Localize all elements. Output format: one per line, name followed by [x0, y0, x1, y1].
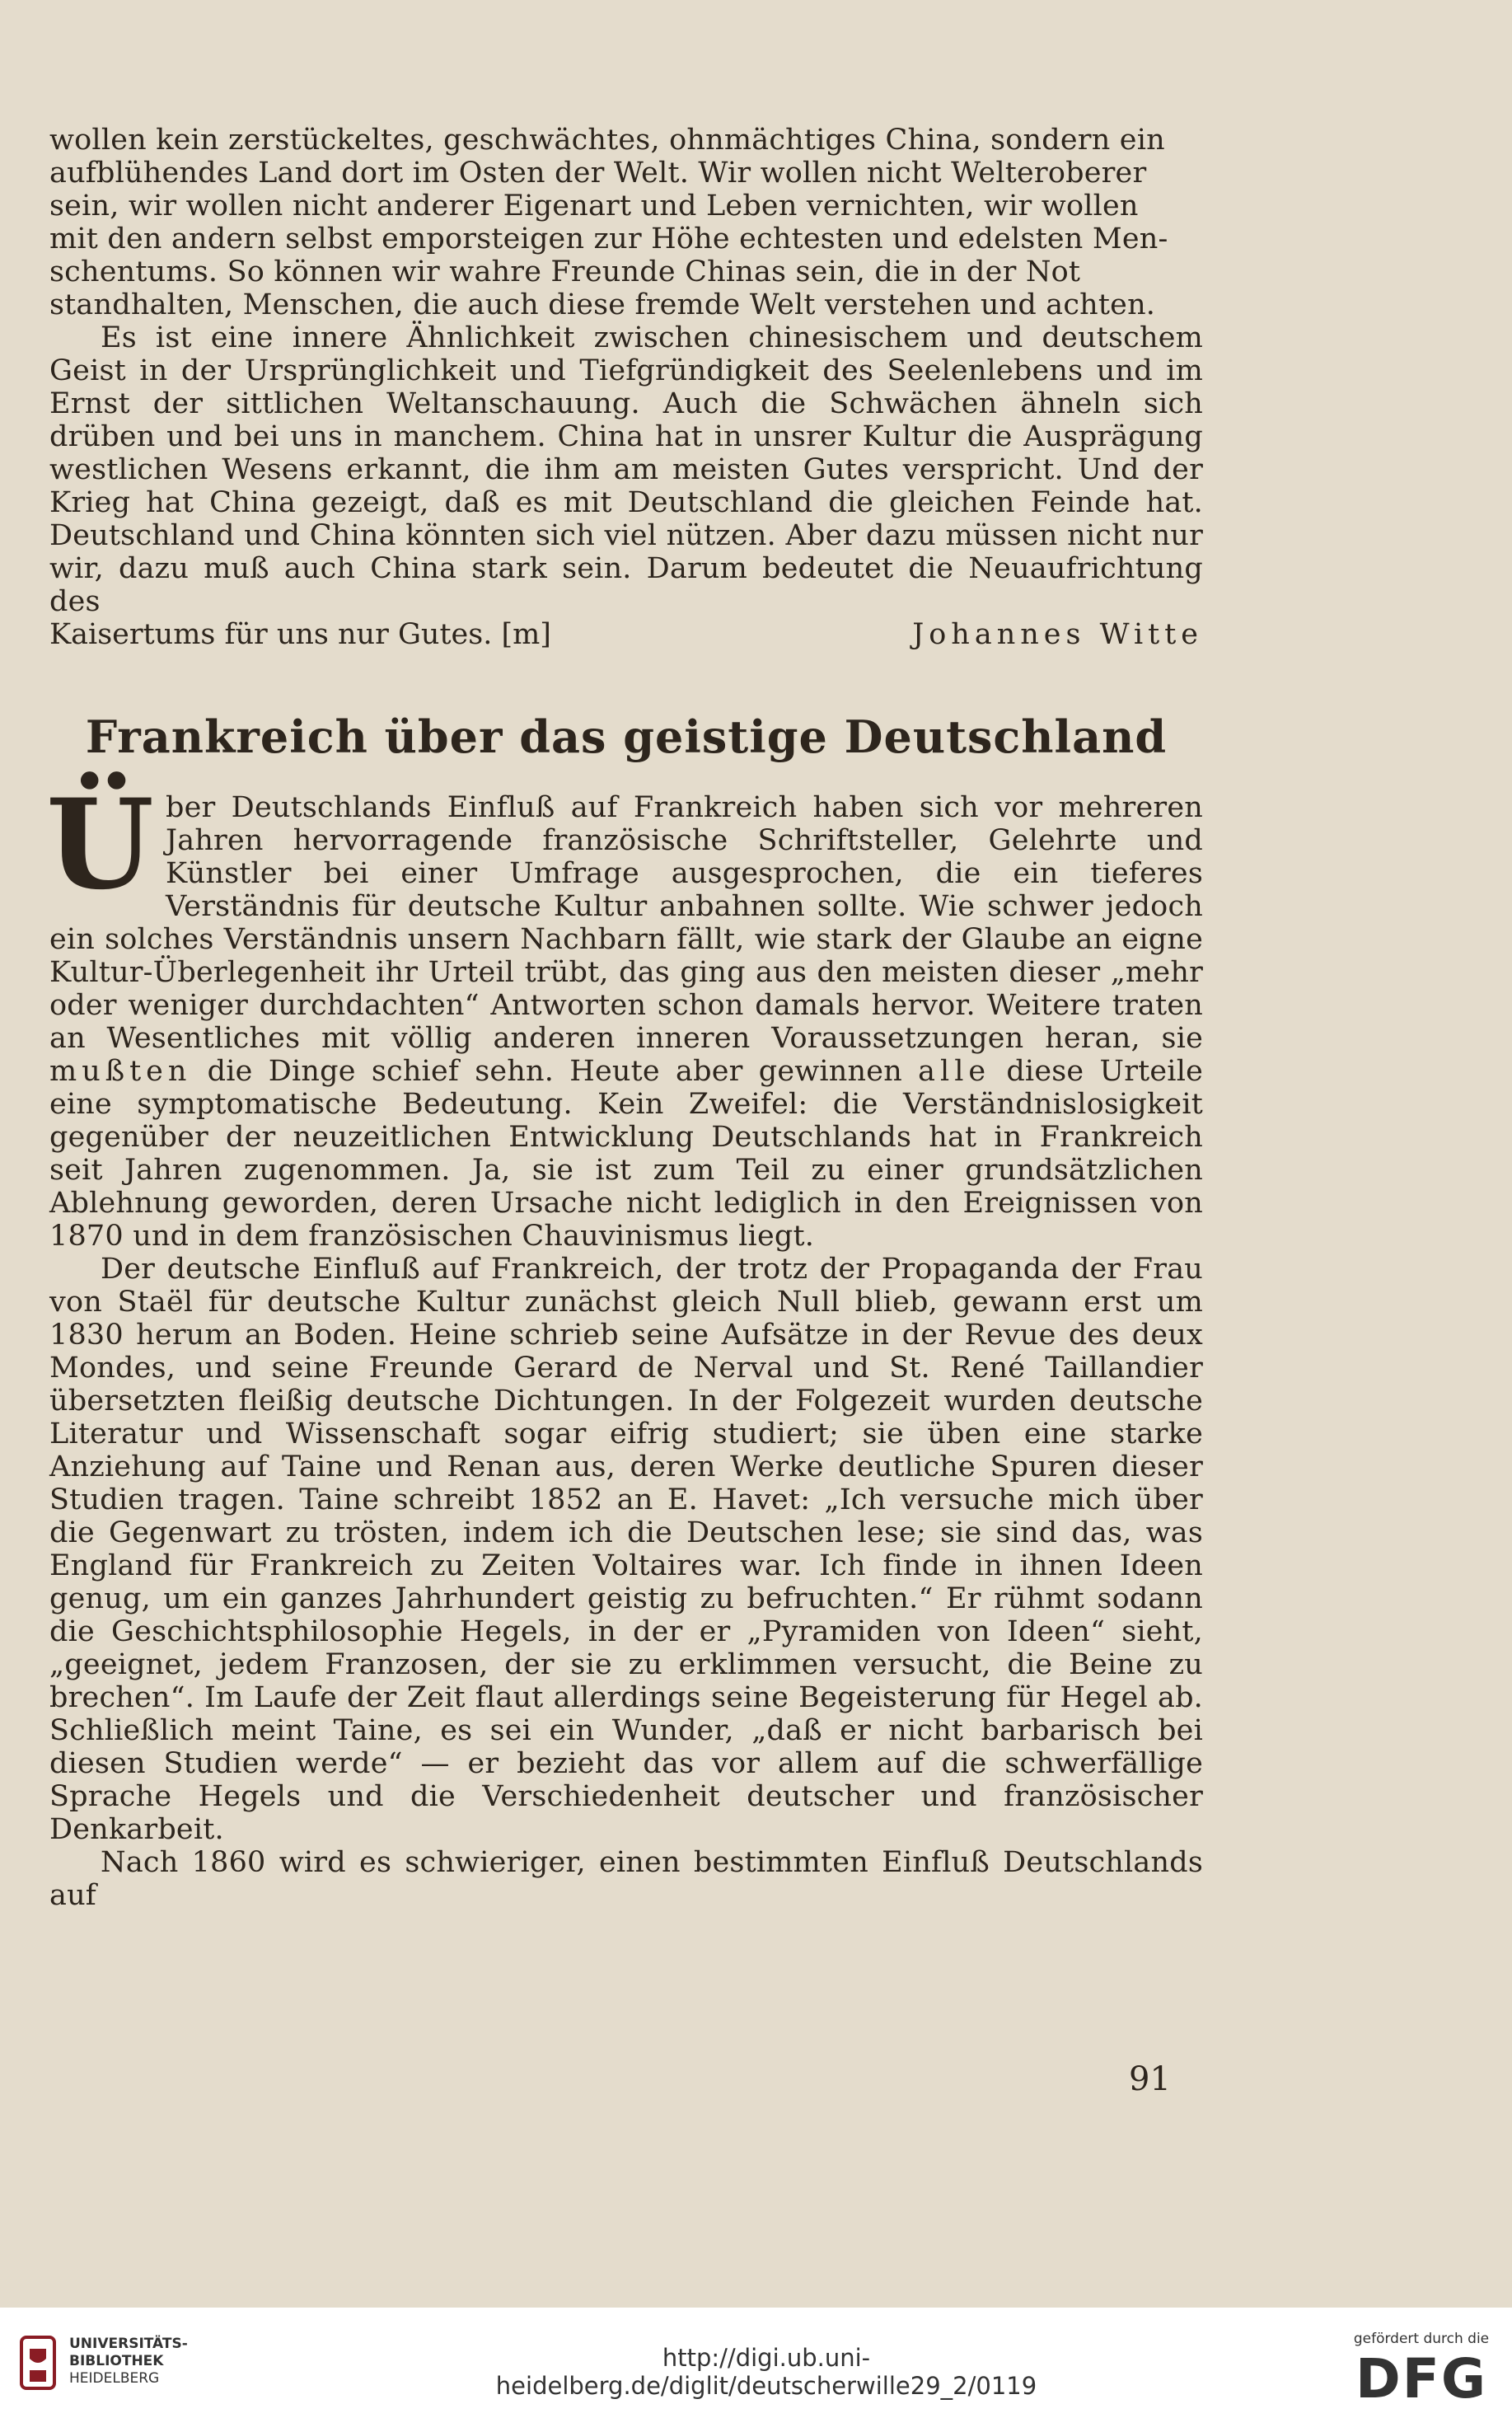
text-line: aufblühendes Land dort im Osten der Welt. Wir wollen nicht Welteroberer — [49, 157, 1147, 190]
emphasis-spaced: mußten — [49, 1055, 192, 1088]
text-line: sein, wir wollen nicht anderer Eigenart und Leben vernichten, wir wollen — [49, 190, 1139, 223]
library-name-line-2: BIBLIOTHEK — [69, 2353, 164, 2369]
text-line: mit den andern selbst emporsteigen zur Höhe echtesten und edelsten Men- — [49, 223, 1168, 255]
dfg-logo: DFG — [1355, 2347, 1488, 2411]
paragraph-3 — [46, 772, 1204, 1253]
drop-cap: Ü — [46, 772, 155, 917]
funded-by-label: gefördert durch die — [1353, 2331, 1490, 2347]
paragraph-3-part-a: ber Deutschlands Einfluß auf Frankreich haben sich vor mehreren Jahren hervorragende französische Schriftsteller, Gelehrte und Künstler bei einer Umfrage ausgesprochen, die ein tieferes Verständnis für deutsche Kultur anbahnen sollte. Wie schwer jedoch ein solches Verständnis unsern Nachbarn fällt, wie stark der Glaube an eigne Kultur-Überlegenheit ihr Urteil trübt, das ging aus den meisten dieser „mehr oder weniger durchdachten“ Antworten schon damals hervor. Weitere traten an Wesentliches mit völlig anderen inneren Voraussetzungen heran, sie — [49, 791, 1203, 1055]
paragraph-1 — [49, 124, 1203, 321]
library-name-line-3: HEIDELBERG — [69, 2370, 160, 2387]
source-url-link[interactable]: http://digi.ub.uni-heidelberg.de/diglit/deutscherwille29_2/0119 — [495, 2344, 1037, 2400]
paragraph-3-part-c: diese Urteile eine symptomatische Bedeutung. Kein Zweifel: die Verständnislosigkeit gegenüber der neuzeitlichen Entwicklung Deutschlands hat in Frankreich seit Jahren zugenommen. Ja, sie ist zum Teil zu einer grundsätzlichen Ablehnung geworden, deren Ursache nicht lediglich in den Ereignissen von 1870 und in dem französischen Chauvinismus liegt. — [49, 1055, 1204, 1253]
page-body — [46, 124, 1204, 1912]
emphasis-spaced: alle — [918, 1055, 991, 1088]
paragraph-3-part-b: die Dinge schief sehn. Heute aber gewinnen — [207, 1055, 902, 1088]
page-number: 91 — [1129, 2060, 1171, 2098]
signature-row — [49, 618, 1203, 651]
text-line: standhalten, Menschen, die auch diese fremde Welt verstehen und achten. — [49, 288, 1156, 321]
paragraph-2: Es ist eine innere Ähnlichkeit zwischen chinesischem und deutschem Geist in der Ursprünglichkeit und Tiefgründigkeit des Seelenlebens und im Ernst der sittlichen Weltanschauung. Auch die Schwächen ähneln sich drüben und bei uns in manchem. China hat in unsrer Kultur die Ausprägung westlichen Wesens erkannt, die ihm am meisten Gutes verspricht. Und der Krieg hat China gezeigt, daß es mit Deutschland die gleichen Feinde hat. Deutschland und China könnten sich viel nützen. Aber dazu müssen nicht nur wir, dazu muß auch China stark sein. Darum bedeutet die Neuaufrichtung des — [49, 321, 1203, 618]
paragraph-4: Der deutsche Einfluß auf Frankreich, der trotz der Propaganda der Frau von Staël für deutsche Kultur zunächst gleich Null blieb, gewann erst um 1830 herum an Boden. Heine schrieb seine Aufsätze in der Revue des deux Mondes, und seine Freunde Gerard de Nerval und St. René Taillandier übersetzten fleißig deutsche Dichtungen. In der Folgezeit wurden deutsche Literatur und Wissenschaft sogar eifrig studiert; sie üben eine starke Anziehung auf Taine und Renan aus, deren Werke deutliche Spuren dieser Studien tragen. Taine schreibt 1852 an E. Havet: „Ich versuche mich über die Gegenwart zu trösten, indem ich die Deutschen lese; sie sind das, was England für Frankreich zu Zeiten Voltaires war. Ich finde in ihnen Ideen genug, um ein ganzes Jahrhundert geistig zu befruchten.“ Er rühmt sodann die Geschichtsphilosophie Hegels, in der er „Pyramiden von Ideen“ sieht, „geeignet, jedem Franzosen, der sie zu erklimmen versucht, die Beine zu brechen“. Im Laufe der Zeit flaut allerdings seine Begeisterung für Hegel ab. Schließlich meint Taine, es sei ein Wunder, „daß er nicht barbarisch bei diesen Studien werde“ — er bezieht das vor allem auf die schwerfällige Sprache Hegels und die Verschiedenheit deutscher und französischer Denkarbeit. — [49, 1253, 1203, 1846]
library-name — [69, 2336, 188, 2388]
library-name-line-1: UNIVERSITÄTS- — [69, 2336, 188, 2352]
section-title: Frankreich über das geistige Deutschland — [85, 710, 1168, 763]
text-line: schentums. So können wir wahre Freunde Chinas sein, die in der Not — [49, 255, 1081, 288]
paragraph-2-last-line: Kaisertums für uns nur Gutes. [m] — [49, 618, 551, 651]
paragraph-5: Nach 1860 wird es schwieriger, einen bestimmten Einfluß Deutschlands auf — [49, 1846, 1203, 1912]
university-seal-icon — [18, 2334, 58, 2392]
author-signature: Johannes Witte — [912, 618, 1203, 651]
text-line: wollen kein zerstückeltes, geschwächtes, ohnmächtiges China, sondern ein — [49, 124, 1165, 157]
footer-bar — [0, 2308, 1512, 2418]
